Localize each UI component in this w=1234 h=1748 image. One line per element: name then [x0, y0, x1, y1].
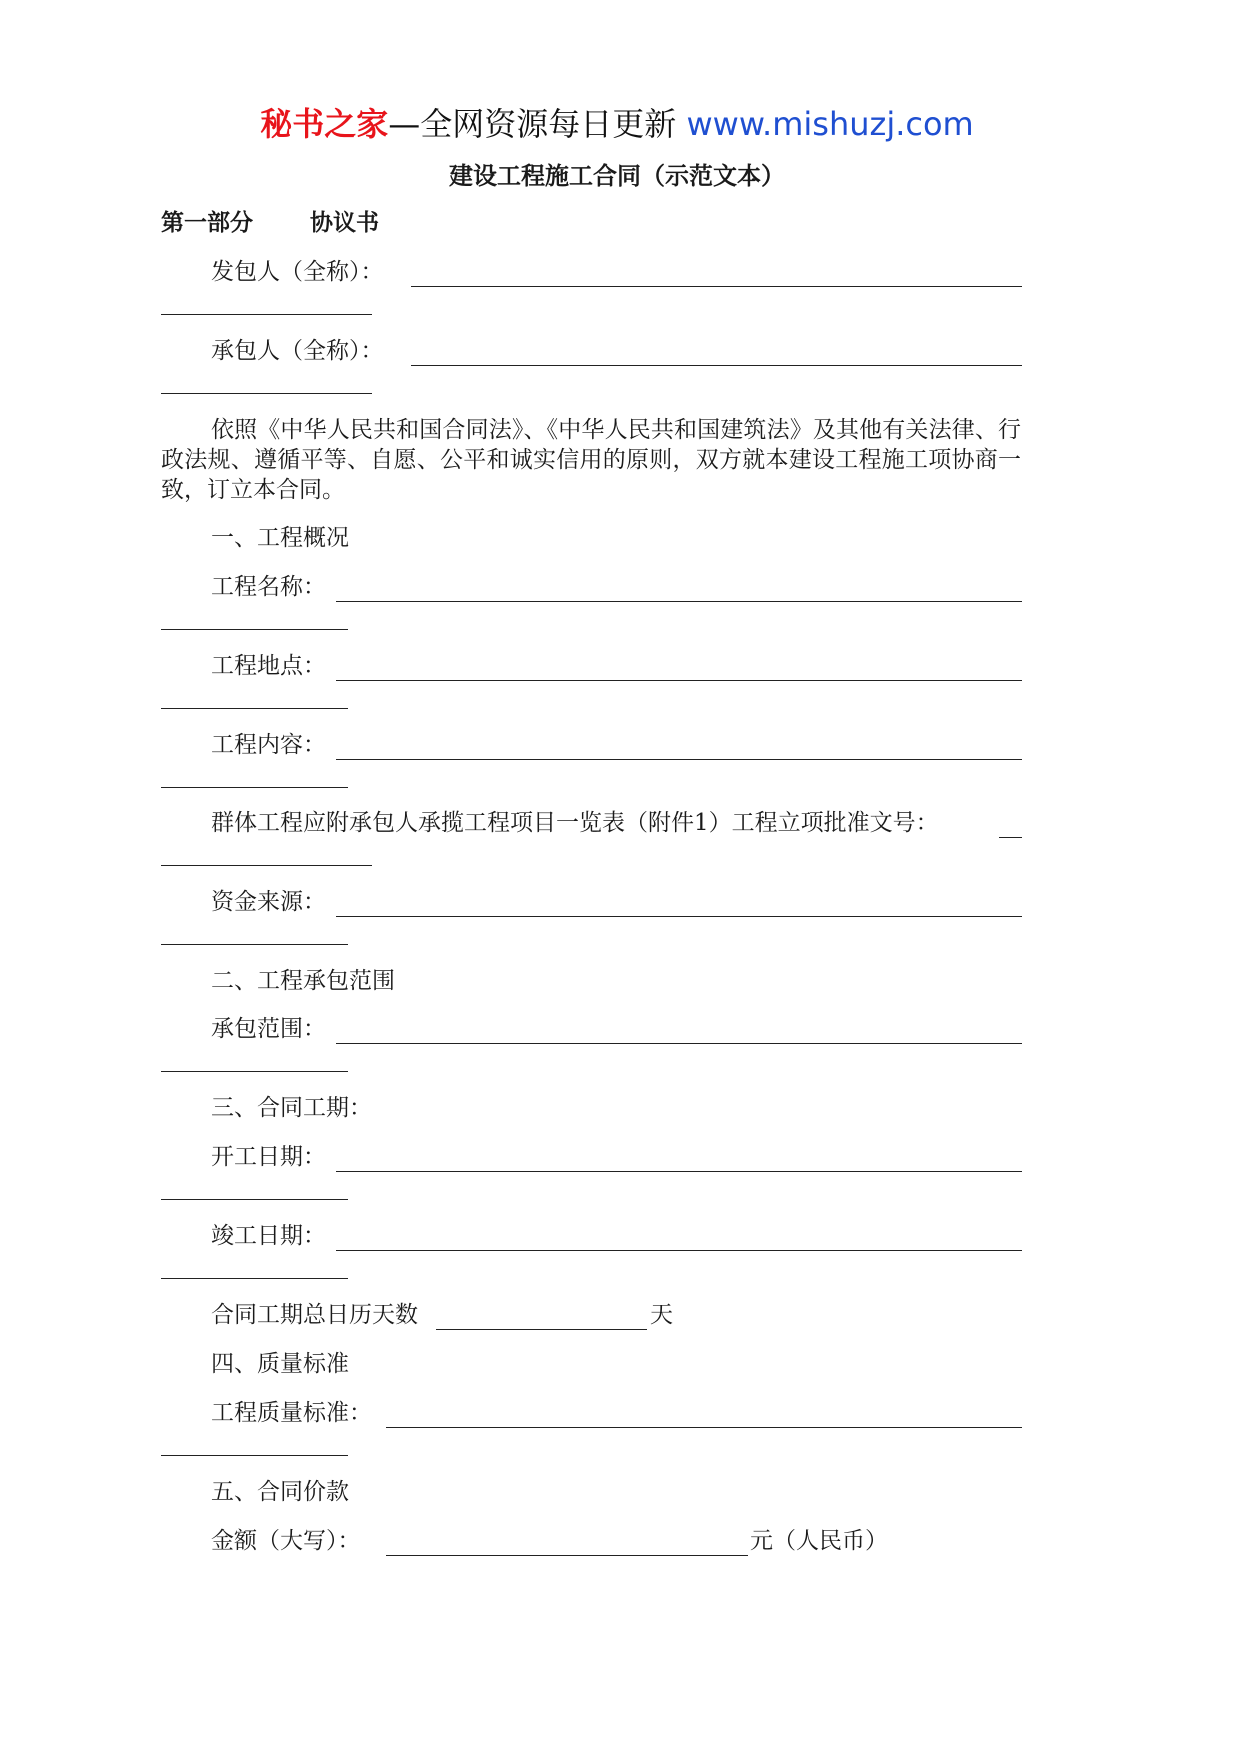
employer-label: 发包人（全称）：	[211, 259, 384, 285]
document-title: 建设工程施工合同（示范文本）	[449, 161, 785, 190]
project-name-field[interactable]	[336, 601, 1022, 602]
employer-field[interactable]	[411, 286, 1022, 287]
fund-source-field-continuation[interactable]	[161, 944, 348, 945]
employer-field-continuation[interactable]	[161, 314, 372, 315]
group-project-label: 群体工程应附承包人承揽工程项目一览表（附件1）工程立项批准文号：	[211, 810, 939, 836]
project-content-field-continuation[interactable]	[161, 787, 348, 788]
end-date-label: 竣工日期：	[211, 1223, 326, 1249]
start-date-field-continuation[interactable]	[161, 1199, 348, 1200]
scope-field[interactable]	[336, 1043, 1022, 1044]
project-name-label: 工程名称：	[211, 574, 326, 600]
contractor-field-continuation[interactable]	[161, 393, 372, 394]
contractor-label: 承包人（全称）：	[211, 338, 384, 364]
start-date-label: 开工日期：	[211, 1144, 326, 1170]
project-content-field[interactable]	[336, 759, 1022, 760]
total-days-field[interactable]	[436, 1329, 647, 1330]
section-quality-heading: 四、质量标准	[211, 1351, 349, 1377]
end-date-field-continuation[interactable]	[161, 1278, 348, 1279]
quality-field-continuation[interactable]	[161, 1455, 348, 1456]
quality-field[interactable]	[386, 1427, 1022, 1428]
project-location-field-continuation[interactable]	[161, 708, 348, 709]
part-label: 第一部分	[161, 209, 253, 236]
section-scope-heading: 二、工程承包范围	[211, 968, 395, 994]
project-location-field[interactable]	[336, 680, 1022, 681]
amount-label: 金额（大写）：	[211, 1528, 361, 1554]
contractor-field[interactable]	[411, 365, 1022, 366]
fund-source-label: 资金来源：	[211, 889, 326, 915]
scope-label: 承包范围：	[211, 1016, 326, 1042]
project-name-field-continuation[interactable]	[161, 629, 348, 630]
start-date-field[interactable]	[336, 1171, 1022, 1172]
section-price-heading: 五、合同价款	[211, 1479, 349, 1505]
section-overview-heading: 一、工程概况	[211, 525, 349, 551]
approval-number-field-continuation[interactable]	[161, 865, 372, 866]
project-content-label: 工程内容：	[211, 732, 326, 758]
amount-field[interactable]	[386, 1555, 748, 1556]
project-location-label: 工程地点：	[211, 653, 326, 679]
scope-field-continuation[interactable]	[161, 1071, 348, 1072]
site-url-link[interactable]: www.mishuzj.com	[686, 105, 974, 143]
quality-label: 工程质量标准：	[211, 1400, 372, 1426]
approval-number-field[interactable]	[999, 837, 1022, 838]
brand-name: 秘书之家	[260, 105, 389, 143]
site-banner	[0, 102, 1234, 146]
banner-slogan: —全网资源每日更新	[388, 105, 677, 143]
section-period-heading: 三、合同工期：	[211, 1095, 372, 1121]
end-date-field[interactable]	[336, 1250, 1022, 1251]
days-unit: 天	[650, 1302, 673, 1328]
part-name: 协议书	[310, 209, 379, 236]
preamble-paragraph: 依照《中华人民共和国合同法》、《中华人民共和国建筑法》及其他有关法律、行政法规、遵循平等、自愿、公平和诚实信用的原则，双方就本建设工程施工项协商一致，订立本合同。	[161, 417, 1021, 503]
amount-unit: 元（人民币）	[750, 1528, 888, 1554]
fund-source-field[interactable]	[336, 916, 1022, 917]
total-days-label: 合同工期总日历天数	[211, 1302, 418, 1328]
